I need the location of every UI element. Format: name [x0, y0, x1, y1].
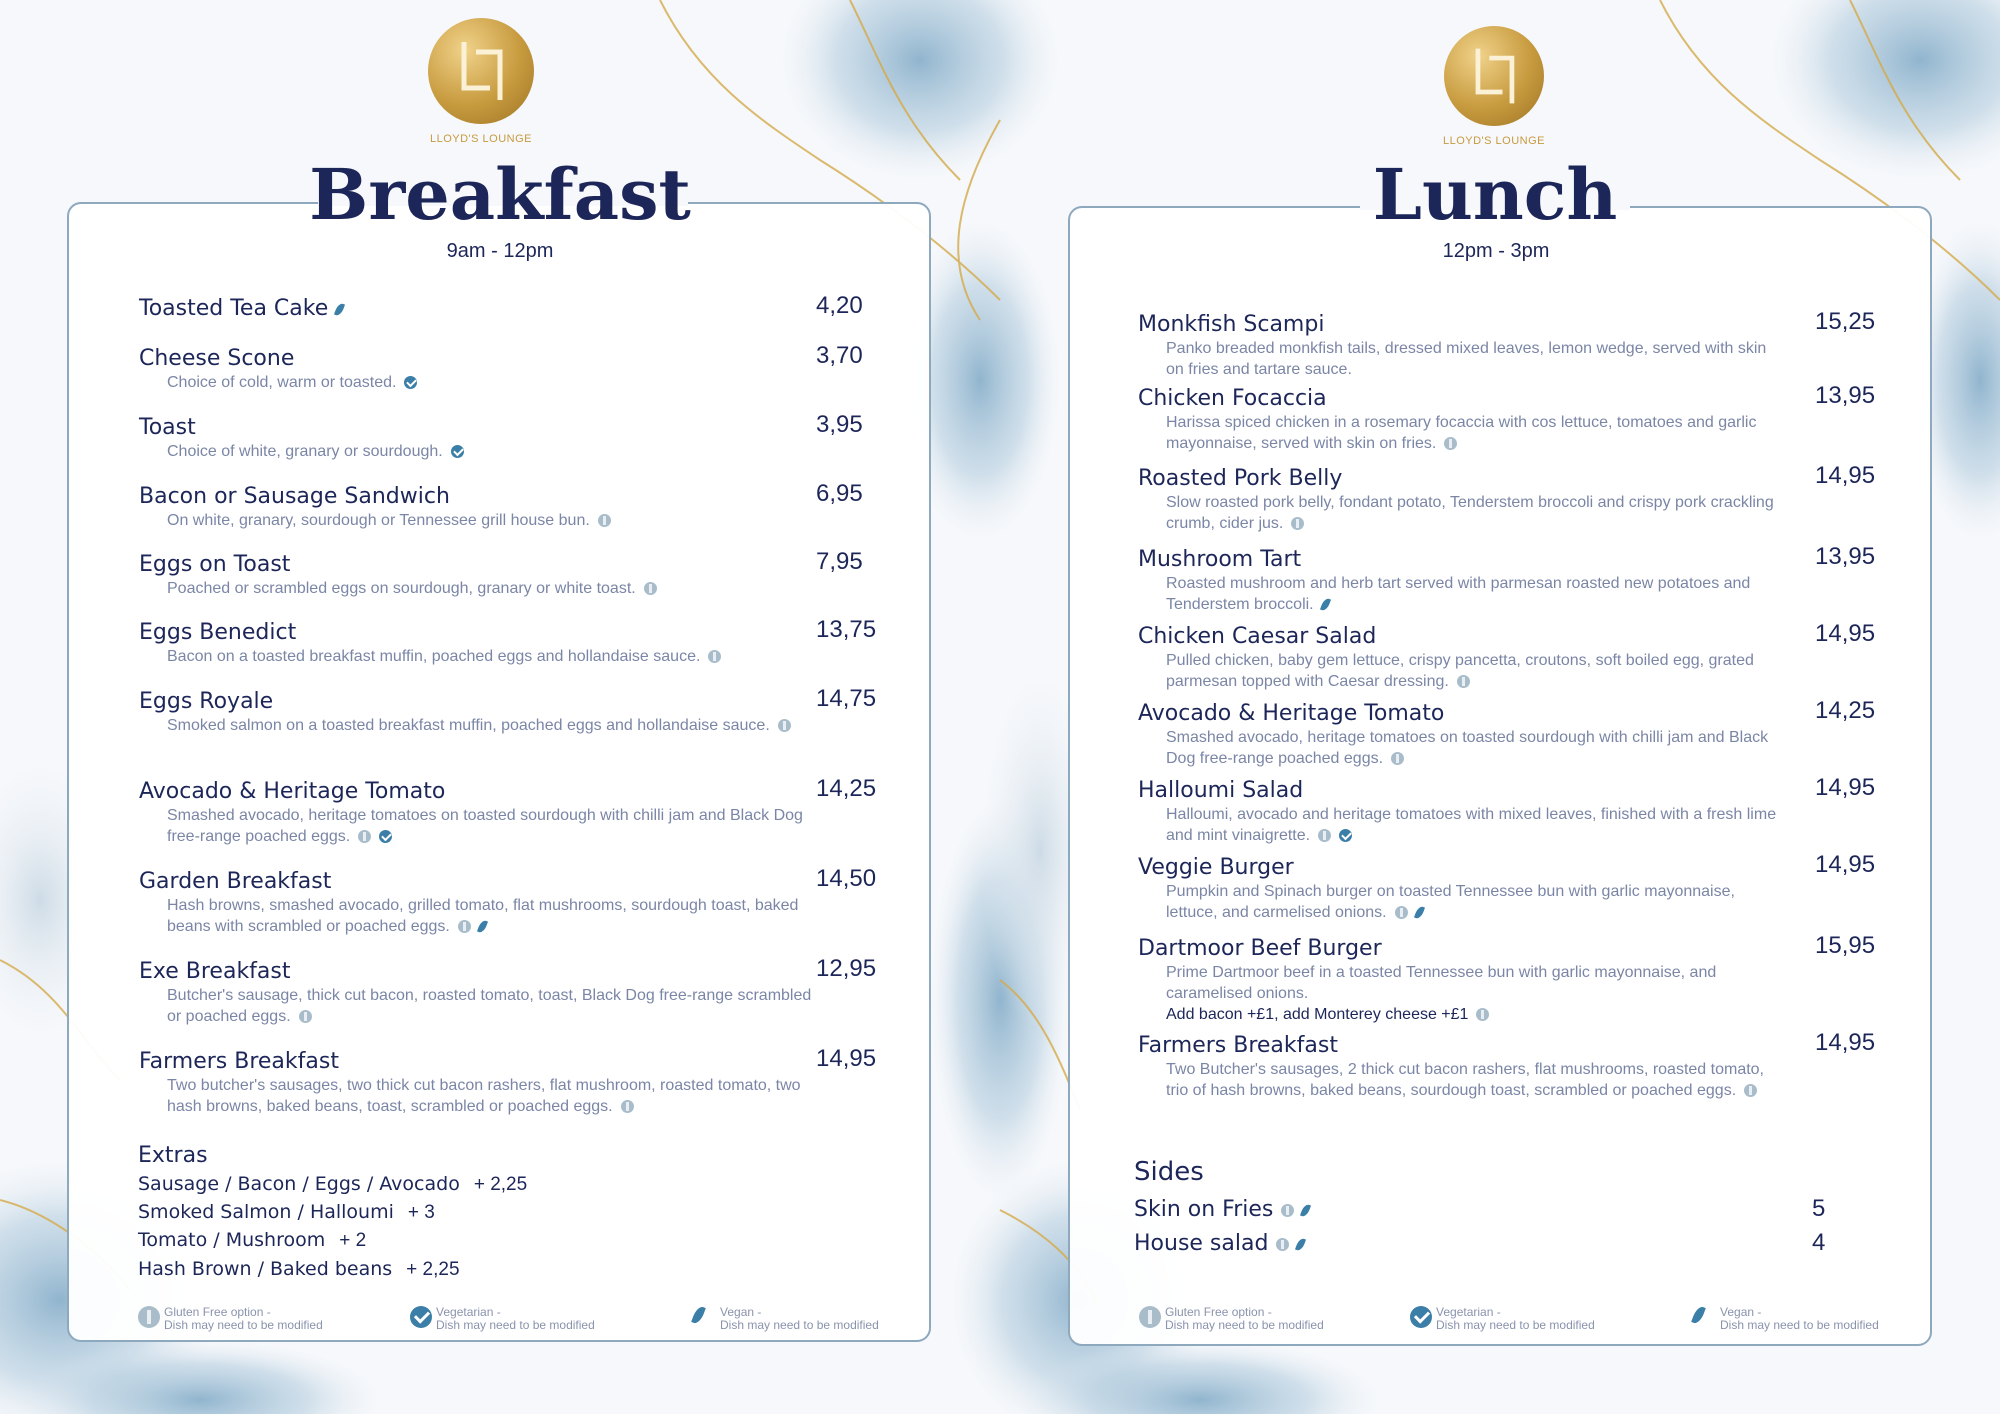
- menu-item: [139, 552, 819, 599]
- legend-vegan: Vegan - Dish may need to be modified: [694, 1306, 879, 1332]
- legend-vegetarian: Vegetarian - Dish may need to be modified: [1410, 1306, 1595, 1332]
- menu-item-description: Prime Dartmoor beef in a toasted Tennessee bun with garlic mayonnaise, and caramelised onions.: [1166, 964, 1717, 1002]
- menu-item: [139, 689, 819, 736]
- menu-item-name: Farmers Breakfast: [139, 1049, 339, 1074]
- menu-item-description: Smoked salmon on a toasted breakfast muffin, poached eggs and hollandaise sauce.: [139, 715, 817, 736]
- menu-item-price: 15,25: [1815, 308, 1876, 335]
- gluten-free-icon: [1391, 752, 1404, 765]
- menu-item-name: Avocado & Heritage Tomato: [1138, 701, 1445, 726]
- breakfast-title: Breakfast: [309, 153, 691, 236]
- side-price: 5: [1812, 1195, 1826, 1222]
- extras-title: Extras: [138, 1143, 208, 1168]
- lunch-title: Lunch: [1372, 153, 1618, 236]
- menu-item-price: 13,95: [1815, 382, 1876, 409]
- menu-item: [1138, 701, 1780, 769]
- lloyds-lounge-logo: [1444, 26, 1544, 126]
- menu-item: [1138, 936, 1780, 1025]
- menu-item-price: 14,75: [816, 685, 877, 712]
- menu-item-price: 14,50: [816, 865, 877, 892]
- gluten-free-icon: [358, 830, 371, 843]
- menu-item-description: Two Butcher's sausages, 2 thick cut bacon rashers, flat mushrooms, roasted tomato, trio of hash browns, baked beans, sourdough toast, scrambled or poached eggs.: [1166, 1061, 1764, 1099]
- menu-item-name: Garden Breakfast: [139, 869, 332, 894]
- menu-item-description: Choice of white, granary or sourdough.: [139, 441, 817, 462]
- vegetarian-icon: [410, 1306, 432, 1328]
- logo-monogram-icon: [1444, 26, 1544, 126]
- menu-item-price: 4,20: [816, 292, 863, 319]
- menu-item-name: Roasted Pork Belly: [1138, 466, 1343, 491]
- menu-item-price: 14,95: [816, 1045, 877, 1072]
- legend-vegetarian: Vegetarian - Dish may need to be modified: [410, 1306, 595, 1332]
- logo-wordmark: LLOYD'S LOUNGE: [1442, 135, 1546, 147]
- menu-item-name: Cheese Scone: [139, 346, 295, 371]
- gluten-free-icon: [458, 920, 471, 933]
- gluten-free-icon: [1457, 675, 1470, 688]
- lloyds-lounge-logo: [428, 18, 534, 124]
- menu-item-description: On white, granary, sourdough or Tennessee grill house bun.: [139, 510, 817, 531]
- vegan-icon: [1414, 905, 1425, 920]
- menu-item-price: 14,95: [1815, 462, 1876, 489]
- extras-item: Hash Brown / Baked beans + 2,25: [138, 1258, 460, 1280]
- menu-item-description: Butcher's sausage, thick cut bacon, roasted tomato, toast, Black Dog free-range scrambled or poached eggs.: [167, 987, 812, 1025]
- gluten-free-icon: [1444, 437, 1457, 450]
- menu-item-price: 14,95: [1815, 851, 1876, 878]
- menu-item: [139, 346, 819, 393]
- menu-item: [1138, 1033, 1780, 1101]
- menu-item-name: Monkfish Scampi: [1138, 312, 1325, 337]
- gluten-free-icon: [1291, 517, 1304, 530]
- menu-item-addons: Add bacon +£1, add Monterey cheese +£1: [1138, 1004, 1778, 1025]
- menu-item-price: 13,95: [1815, 543, 1876, 570]
- extras-price: + 2,25: [473, 1174, 528, 1195]
- menu-item-name: Eggs Benedict: [139, 620, 297, 645]
- menu-item: [139, 484, 819, 531]
- legend-vegan: Vegan - Dish may need to be modified: [1694, 1306, 1879, 1332]
- gluten-free-icon: [1395, 906, 1408, 919]
- extras-item: Smoked Salmon / Halloumi + 3: [138, 1201, 435, 1223]
- menu-item: [1138, 778, 1780, 846]
- menu-item-name: Avocado & Heritage Tomato: [139, 779, 446, 804]
- menu-item-name: Eggs Royale: [139, 689, 274, 714]
- menu-item-name: Dartmoor Beef Burger: [1138, 936, 1382, 961]
- menu-item: [1138, 547, 1780, 615]
- menu-item-name: Chicken Focaccia: [1138, 386, 1327, 411]
- menu-item-description: Pulled chicken, baby gem lettuce, crispy pancetta, croutons, soft boiled egg, grated parmesan topped with Caesar dressing.: [1166, 652, 1754, 690]
- menu-item-price: 13,75: [816, 616, 877, 643]
- menu-item: [1138, 466, 1780, 534]
- vegetarian-icon: [379, 830, 392, 843]
- menu-item: [1138, 312, 1780, 380]
- menu-item-price: 14,25: [1815, 697, 1876, 724]
- menu-item: [139, 869, 819, 937]
- legend-gluten-free: Gluten Free option - Dish may need to be modified: [138, 1306, 323, 1332]
- gluten-free-icon: [708, 650, 721, 663]
- vegetarian-icon: [1339, 829, 1352, 842]
- menu-item-description: Two butcher's sausages, two thick cut bacon rashers, flat mushroom, roasted tomato, two hash browns, baked beans, toast, scrambled or poached eggs.: [167, 1077, 801, 1115]
- menu-item-description: Choice of cold, warm or toasted.: [139, 372, 817, 393]
- menu-item-price: 14,25: [816, 775, 877, 802]
- menu-item-name: Mushroom Tart: [1138, 547, 1302, 572]
- menu-item-price: 12,95: [816, 955, 877, 982]
- menu-item-description: Hash browns, smashed avocado, grilled tomato, flat mushrooms, sourdough toast, baked beans with scrambled or poached eggs.: [167, 897, 799, 935]
- menu-item-price: 3,95: [816, 411, 863, 438]
- gluten-free-icon: [299, 1010, 312, 1023]
- menu-item: [139, 296, 819, 322]
- menu-item-name: Exe Breakfast: [139, 959, 291, 984]
- menu-item: [139, 1049, 819, 1117]
- menu-item-price: 14,95: [1815, 774, 1876, 801]
- extras-price: + 3: [407, 1202, 435, 1223]
- menu-item-description: Bacon on a toasted breakfast muffin, poached eggs and hollandaise sauce.: [139, 646, 817, 667]
- menu-item-name: Toast: [139, 415, 196, 440]
- menu-item-description: Halloumi, avocado and heritage tomatoes with mixed leaves, finished with a fresh lime and mint vinaigrette.: [1166, 806, 1777, 844]
- legend-gluten-free: Gluten Free option - Dish may need to be modified: [1139, 1306, 1324, 1332]
- breakfast-hours: 9am - 12pm: [446, 240, 554, 262]
- side-item: House salad: [1134, 1231, 1304, 1256]
- extras-item: Sausage / Bacon / Eggs / Avocado + 2,25: [138, 1173, 528, 1195]
- vegetarian-icon: [451, 445, 464, 458]
- menu-item-price: 7,95: [816, 548, 863, 575]
- logo-wordmark: LLOYD'S LOUNGE: [429, 133, 533, 145]
- logo-monogram-icon: [428, 18, 534, 124]
- menu-item: [139, 415, 819, 462]
- menu-item-price: 15,95: [1815, 932, 1876, 959]
- gluten-free-icon: [621, 1100, 634, 1113]
- menu-item: [1138, 624, 1780, 692]
- gluten-free-icon: [138, 1306, 160, 1328]
- vegetarian-icon: [404, 376, 417, 389]
- menu-item-price: 14,95: [1815, 620, 1876, 647]
- menu-item: [1138, 855, 1780, 923]
- menu-item-name: Bacon or Sausage Sandwich: [139, 484, 450, 509]
- menu-item-name: Halloumi Salad: [1138, 778, 1304, 803]
- menu-item-name: Veggie Burger: [1138, 855, 1294, 880]
- gluten-free-icon: [1276, 1238, 1289, 1251]
- lunch-page: [1000, 0, 2000, 1414]
- menu-item-price: 6,95: [816, 480, 863, 507]
- menu-item-description: Poached or scrambled eggs on sourdough, granary or white toast.: [139, 578, 817, 599]
- vegetarian-icon: [1410, 1306, 1432, 1328]
- menu-item-description: Slow roasted pork belly, fondant potato, Tenderstem broccoli and crispy pork crackling crumb, cider jus.: [1166, 494, 1774, 532]
- menu-item-name: Chicken Caesar Salad: [1138, 624, 1377, 649]
- menu-item: [139, 959, 819, 1027]
- extras-price: + 2: [339, 1230, 367, 1251]
- menu-item-name: Eggs on Toast: [139, 552, 291, 577]
- menu-item-description: Harissa spiced chicken in a rosemary focaccia with cos lettuce, tomatoes and garlic mayonnaise, served with skin on fries.: [1166, 414, 1757, 452]
- menu-item-description: Roasted mushroom and herb tart served with parmesan roasted new potatoes and Tenderstem broccoli.: [1166, 575, 1751, 613]
- vegan-icon: [477, 919, 488, 934]
- vegan-icon: [1320, 597, 1331, 612]
- extras-item: Tomato / Mushroom + 2: [138, 1229, 367, 1251]
- menu-item-description: Smashed avocado, heritage tomatoes on toasted sourdough with chilli jam and Black Dog free-range poached eggs.: [167, 807, 803, 845]
- menu-item: [1138, 386, 1780, 454]
- gluten-free-icon: [1318, 829, 1331, 842]
- gluten-free-icon: [644, 582, 657, 595]
- menu-item-description: Pumpkin and Spinach burger on toasted Tennessee bun with garlic mayonnaise, lettuce, and carmelised onions.: [1166, 883, 1735, 921]
- side-item: Skin on Fries: [1134, 1197, 1309, 1222]
- side-price: 4: [1812, 1229, 1826, 1256]
- sides-title: Sides: [1134, 1157, 1204, 1187]
- menu-item: [139, 779, 819, 847]
- gluten-free-icon: [1281, 1204, 1294, 1217]
- menu-item-price: 3,70: [816, 342, 863, 369]
- gluten-free-icon: [1139, 1306, 1161, 1328]
- gluten-free-icon: [778, 719, 791, 732]
- extras-price: + 2,25: [406, 1259, 460, 1280]
- vegan-icon: [334, 302, 345, 317]
- menu-item: [139, 620, 819, 667]
- menu-item-name: Toasted Tea Cake: [139, 296, 819, 322]
- menu-item-price: 14,95: [1815, 1029, 1876, 1056]
- lunch-hours: 12pm - 3pm: [1442, 240, 1550, 262]
- gluten-free-icon: [1476, 1008, 1489, 1021]
- menu-item-description: Panko breaded monkfish tails, dressed mixed leaves, lemon wedge, served with skin on fries and tartare sauce.: [1166, 340, 1767, 378]
- menu-item-name: Farmers Breakfast: [1138, 1033, 1338, 1058]
- menu-item-description: Smashed avocado, heritage tomatoes on toasted sourdough with chilli jam and Black Dog free-range poached eggs.: [1166, 729, 1769, 767]
- gluten-free-icon: [598, 514, 611, 527]
- gluten-free-icon: [1744, 1084, 1757, 1097]
